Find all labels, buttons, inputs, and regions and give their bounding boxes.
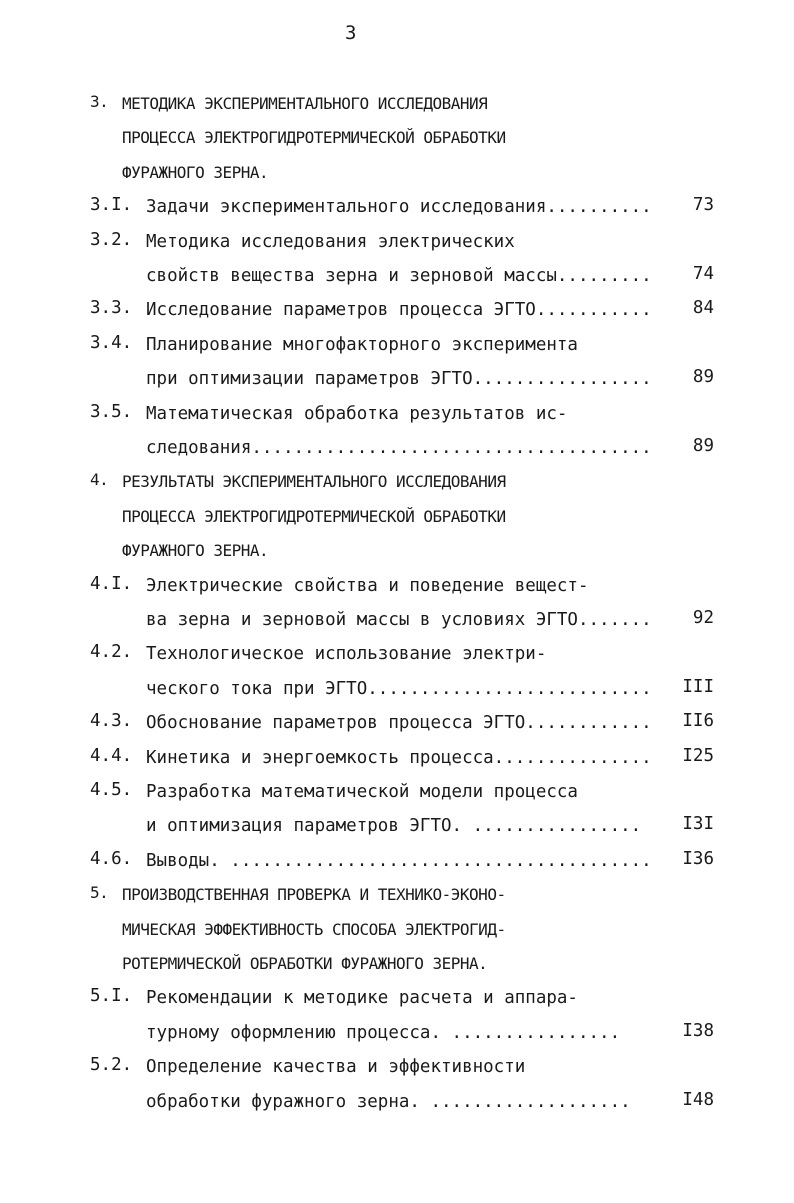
toc-section-heading-line: РОТЕРМИЧЕСКОЙ ОБРАБОТКИ ФУРАЖНОГО ЗЕРНА. <box>122 954 488 973</box>
toc-section-heading-line: ПРОЦЕССА ЭЛЕКТРОГИДРОТЕРМИЧЕСКОЙ ОБРАБОТКИ <box>122 128 506 148</box>
toc-entry-page: I48 <box>682 1089 714 1110</box>
toc-entry-title-line: Выводы. ........................................ <box>146 850 652 871</box>
toc-entry-page: 89 <box>692 436 714 456</box>
toc-entry-title-line: Планирование многофакторного эксперимента <box>146 334 578 355</box>
toc-entry-number: 4.6. <box>90 848 133 869</box>
toc-entry-number: 4.I. <box>90 573 133 594</box>
toc-section-heading-line: ФУРАЖНОГО ЗЕРНА. <box>122 162 269 182</box>
toc-entry-number: 3.2. <box>90 229 133 250</box>
toc-entry-title-line: при оптимизации параметров ЭГТО................. <box>146 369 652 390</box>
toc-section-heading-line: ФУРАЖНОГО ЗЕРНА. <box>122 541 269 561</box>
toc-entry-title-line: и оптимизация параметров ЭГТО. ................ <box>146 816 642 837</box>
toc-entry-title-line: Задачи экспериментального исследования.......... <box>146 197 652 218</box>
toc-entry-number: 3.3. <box>90 298 133 319</box>
toc-entry-number: 4.3. <box>90 711 133 732</box>
toc-entry-number: 3.5. <box>90 401 133 422</box>
toc-entry-title-line: ва зерна и зерновой массы в условиях ЭГТО....... <box>146 610 652 630</box>
toc-section-heading-line: РЕЗУЛЬТАТЫ ЭКСПЕРИМЕНТАЛЬНОГО ИССЛЕДОВАНИЯ <box>122 472 506 492</box>
toc-entry-title-line: ческого тока при ЭГТО........................... <box>146 678 652 699</box>
toc-entry-page: I3I <box>682 814 714 835</box>
toc-entry-title-line: Математическая обработка результатов ис- <box>146 403 568 424</box>
toc-entry-number: 4.5. <box>90 780 133 800</box>
toc-entry-page: 73 <box>692 195 714 216</box>
toc-entry-title-line: Технологическое использование электри- <box>146 644 547 665</box>
toc-entry-title-line: следования...................................... <box>146 438 652 458</box>
toc-entry-page: II6 <box>682 711 714 732</box>
toc-entry-number: 5.2. <box>90 1055 133 1076</box>
toc-entry-page: I38 <box>682 1020 714 1041</box>
toc-entry-title-line: Электрические свойства и поведение вещест- <box>146 575 589 596</box>
toc-entry-page: III <box>682 676 714 697</box>
toc-entry-number: 4. <box>90 470 109 490</box>
toc-entry-number: 5.I. <box>90 986 133 1007</box>
toc-entry-page: 89 <box>692 367 714 388</box>
toc-entry-title-line: Определение качества и эффективности <box>146 1057 526 1078</box>
toc-entry-page: 74 <box>692 264 714 284</box>
toc-entry-page: 92 <box>692 608 714 628</box>
toc-section-heading-line: МЕТОДИКА ЭКСПЕРИМЕНТАЛЬНОГО ИССЛЕДОВАНИЯ <box>122 94 488 113</box>
toc-section-heading-line: ПРОИЗВОДСТВЕННАЯ ПРОВЕРКА И ТЕХНИКО-ЭКОНО- <box>122 885 506 905</box>
toc-entry-page: 84 <box>692 298 714 319</box>
toc-entry-title-line: обработки фуражного зерна. ................... <box>146 1091 631 1112</box>
page-number: 3 <box>345 22 357 44</box>
toc-entry-title-line: Обоснование параметров процесса ЭГТО............ <box>146 713 652 734</box>
toc-entry-title-line: Исследование параметров процесса ЭГТО........... <box>146 300 652 321</box>
toc-entry-title-line: свойств вещества зерна и зерновой массы......... <box>146 266 652 286</box>
toc-entry-number: 3.4. <box>90 332 133 353</box>
toc-entry-title-line: Разработка математической модели процесса <box>146 782 578 802</box>
toc-entry-page: I36 <box>682 848 714 869</box>
toc-entry-number: 5. <box>90 883 109 903</box>
toc-entry-number: 4.2. <box>90 642 133 663</box>
toc-entry-page: I25 <box>682 745 714 766</box>
toc-entry-title-line: Рекомендации к методике расчета и аппара- <box>146 988 578 1009</box>
toc-section-heading-line: МИЧЕСКАЯ ЭФФЕКТИВНОСТЬ СПОСОБА ЭЛЕКТРОГИД- <box>122 919 506 939</box>
toc-entry-number: 3. <box>90 92 109 111</box>
toc-entry-number: 4.4. <box>90 745 133 766</box>
toc-entry-title-line: турному оформлению процесса. ................ <box>146 1022 621 1043</box>
toc-entry-title-line: Методика исследования электрических <box>146 231 515 252</box>
toc-entry-title-line: Кинетика и энергоемкость процесса............... <box>146 747 652 768</box>
toc-entry-number: 3.I. <box>90 195 133 216</box>
toc-section-heading-line: ПРОЦЕССА ЭЛЕКТРОГИДРОТЕРМИЧЕСКОЙ ОБРАБОТКИ <box>122 506 506 526</box>
